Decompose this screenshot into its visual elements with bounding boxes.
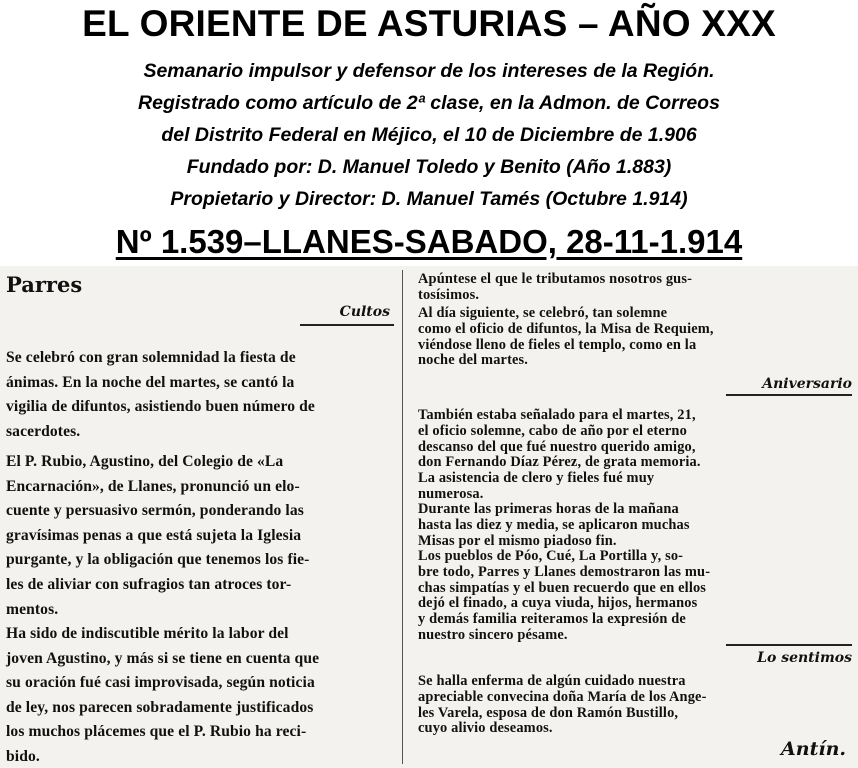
paragraph: También estaba señalado para el martes, 21, el oficio solemne, cabo de año por el eterno descanso del que fué nuestro querido amigo, don Fernando Díaz Pérez, de grata memoria. bbox=[418, 407, 701, 471]
subtitle-line: del Distrito Federal en Méjico, el 10 de Diciembre de 1.906 bbox=[161, 124, 697, 146]
subhead-aniversario: Aniversario bbox=[762, 376, 852, 392]
newspaper-clipping bbox=[0, 266, 858, 768]
subtitle-line: Propietario y Director: D. Manuel Tamés (Octubre 1.914) bbox=[170, 188, 688, 210]
section-title: Parres bbox=[6, 272, 83, 297]
subtitle-line: Fundado por: D. Manuel Toledo y Benito (Año 1.883) bbox=[186, 156, 672, 178]
column-divider bbox=[402, 270, 403, 764]
paragraph: Ha sido de indiscutible mérito la labor del joven Agustino, y más si se tiene en cuenta que su oración fué casi improvisada, según noticia de ley, nos parecen sobradamente justificados los muchos plácemes que el P. Rubio ha reci- bido. bbox=[6, 625, 320, 765]
subhead-rule bbox=[300, 324, 394, 326]
subhead-lo-sentimos: Lo sentimos bbox=[757, 650, 852, 666]
signature: Antín. bbox=[781, 738, 846, 760]
subtitle-line: Semanario impulsor y defensor de los intereses de la Región. bbox=[143, 60, 715, 82]
paragraph: Apúntese el que le tributamos nosotros gus- tosísimos. bbox=[418, 271, 693, 303]
subtitle-line: Registrado como artículo de 2ª clase, en la Admon. de Correos bbox=[138, 92, 720, 114]
issue-line: Nº 1.539–LLANES-SABADO, 28-11-1.914 bbox=[115, 223, 743, 260]
right-column bbox=[406, 266, 858, 768]
paragraph: Al día siguiente, se celebró, tan solemne como el oficio de difuntos, la Misa de Requiem, viéndose lleno de fieles el templo, como en la noche del martes. bbox=[418, 305, 714, 369]
subhead-rule bbox=[726, 644, 852, 646]
subhead-rule bbox=[726, 394, 852, 396]
subhead-cultos: Cultos bbox=[339, 304, 390, 320]
left-column bbox=[0, 266, 400, 768]
paragraph: Se celebró con gran solemnidad la fiesta de ánimas. En la noche del martes, se cantó la vigilia de difuntos, asistiendo buen número de sacerdotes. bbox=[6, 349, 315, 440]
paragraph: Se halla enferma de algún cuidado nuestra apreciable convecina doña María de los Ange- les Varela, esposa de don Ramón Bustillo, cuyo alivio deseamos. bbox=[418, 673, 707, 737]
paragraph: Durante las primeras horas de la mañana hasta las diez y media, se aplicaron muchas Misas por el mismo piadoso fin. bbox=[418, 501, 690, 549]
paragraph: El P. Rubio, Agustino, del Colegio de «La Encarnación», de Llanes, pronunció un elo- cuente y persuasivo sermón, ponderando las gravísimas penas a que está sujeta la Iglesia purgante, y la obligación que tenemos los fie- les de aliviar con sufragios tan atroces tor- mentos. bbox=[6, 453, 310, 618]
paragraph: La asistencia de clero y fieles fué muy numerosa. bbox=[418, 470, 655, 502]
paragraph: Los pueblos de Póo, Cué, La Portilla y, so- bre todo, Parres y Llanes demostraron las mu- chas simpatías y el buen recuerdo que en ellos dejó el finado, a cuya viuda, hijos, hermanos y demás familia reiteramos la expresión de nuestro sincero pésame. bbox=[418, 548, 711, 643]
masthead-title: EL ORIENTE DE ASTURIAS – AÑO XXX bbox=[82, 3, 776, 44]
